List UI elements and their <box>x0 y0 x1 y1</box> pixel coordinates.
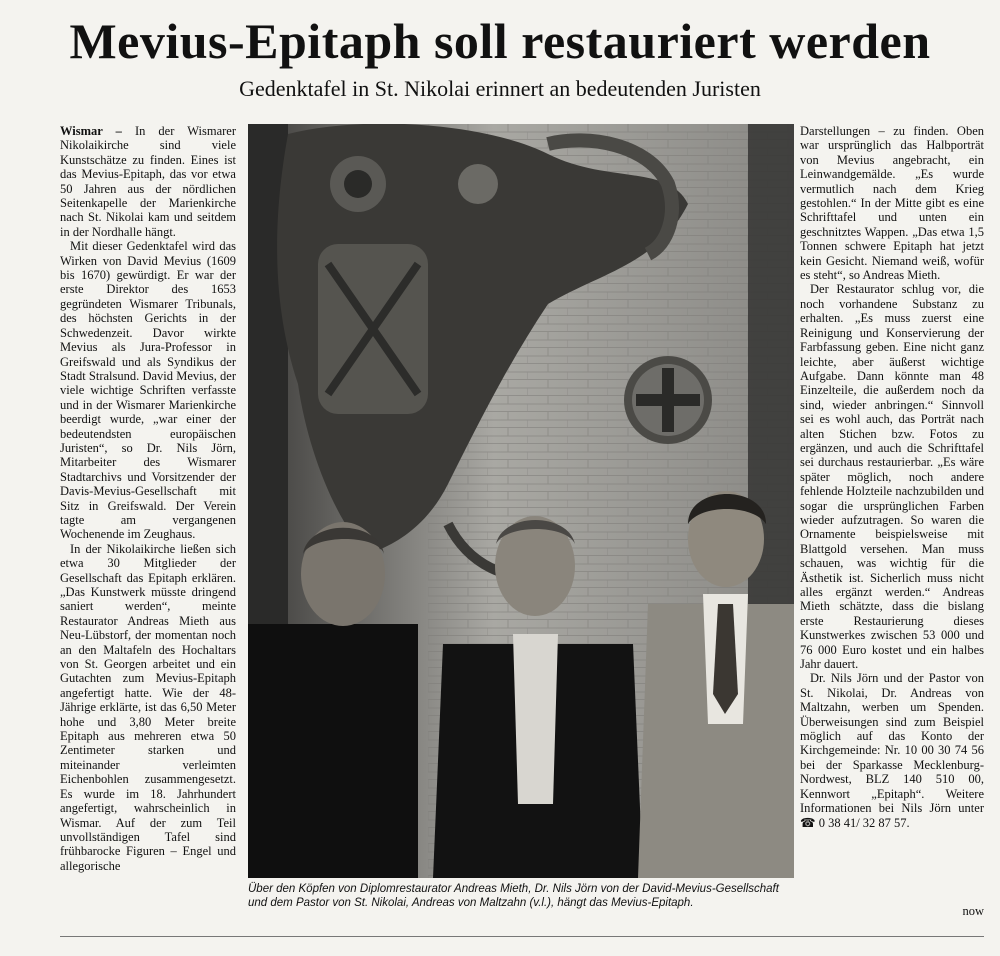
right-paragraph: Der Restaurator schlug vor, die noch vorhandene Substanz zu erhalten. „Es muss zuerst eine Reinigung und Konservierung der Farbfassung geben. Eine nicht ganz leichte, aber äußerst wichtige Aufgabe. Dann könnte man 48 Einzelteile, die außerdem noch da sind, wieder anbringen.“ Sinnvoll sei es wohl auch, das Porträt nach alten Stichen bzw. Fotos zu ergänzen, und auch die Schrifttafel sei durchaus restaurierbar. „Es wäre später möglich, noch andere fehlende Holzteile nachzubilden und sogar die ursprünglichen Farben wieder aufzutragen. So waren die Ornamente beispielsweise mit Blattgold versehen. Man muss schauen, was wichtig für die Ästhetik ist. Sicherlich muss nicht alles ergänzt werden.“ Andreas Mieth schätzte, dass die bislang erste Restaurierung dieses Kunstwerkes zwischen 53 000 und 76 000 Euro kostet und ein halbes Jahr dauert. <box>800 282 984 672</box>
photo <box>248 124 794 878</box>
left-paragraph: Mit dieser Gedenktafel wird das Wirken von David Mevius (1609 bis 1670) gewürdigt. Er war der erste Direktor des 1653 gegründeten Wismarer Tribunals, des höchsten Gerichts in der Schwedenzeit. Davor wirkte Mevius als Jura-Professor in Greifswald und als Syndikus der Stadt Stralsund. David Mevius, der viele wichtige Schriften verfasste und in der Wismarer Marienkirche beerdigt wurde, „war einer der bedeutendsten europäischen Juristen“, so Dr. Nils Jörn, Mitarbeiter des Wismarer Stadtarchivs und Vorsitzender der Davis-Mevius-Gesellschaft mit Sitz in Greifswald. Der Verein tagte am vergangenen Wochenende im Zeughaus. <box>60 239 236 542</box>
left-paragraph <box>60 124 236 239</box>
photo-caption: Über den Köpfen von Diplomrestaurator Andreas Mieth, Dr. Nils Jörn von der David-Mevius-Gesellschaft und dem Pastor von St. Nikolai, Andreas von Maltzahn (v.l.), hängt das Mevius-Epitaph. <box>248 883 779 909</box>
cross-plaque <box>624 356 712 444</box>
right-paragraph: Dr. Nils Jörn und der Pastor von St. Nikolai, Dr. Andreas von Maltzahn, werben um Spenden. Überweisungen sind zum Beispiel möglich auf das Konto der Kirchgemeinde: Nr. 10 00 30 74 56 bei der Sparkasse Mecklenburg-Nordwest, BLZ 140 510 00, Kennwort „Epitaph“. Weitere Informationen bei Nils Jörn unter ☎ 0 38 41/ 32 87 57. <box>800 671 984 830</box>
dateline: Wismar – <box>60 124 122 138</box>
footer-rule <box>60 936 984 937</box>
subheadline: Gedenktafel in St. Nikolai erinnert an bedeutenden Juristen <box>239 76 761 101</box>
right-paragraph: Darstellungen – zu finden. Oben war ursprünglich das Halbporträt von Mevius angebracht, ein Leinwandgemälde. „Es wurde vermutlich nach dem Krieg gestohlen.“ In der Mitte gibt es eine Schrifttafel und unten ein geschnitztes Wappen. „Das etwa 1,5 Tonnen schwere Epitaph hat jetzt kein Gesicht. Niemand weiß, wofür es steht“, so Andreas Mieth. <box>800 124 984 283</box>
photo-illustration <box>248 124 794 878</box>
headline: Mevius-Epitaph soll restauriert werden <box>69 13 931 69</box>
author-signature: now <box>962 904 984 918</box>
left-paragraph-text: In der Wismarer Nikolaikirche sind viele Kunstschätze zu finden. Eines ist das Mevius-Epitaph, das vor etwa 50 Jahren aus der nördlichen Seitenkapelle der Marienkirche nach St. Nikolai kam und seitdem in der Nordhalle hängt. <box>60 124 236 239</box>
left-column <box>60 124 236 873</box>
left-paragraph: In der Nikolaikirche ließen sich etwa 30 Mitglieder der Gesellschaft das Epitaph erklären. „Das Kunstwerk müsste dringend saniert werden“, meinte Restaurator Andreas Mieth aus Neu-Lübstorf, der momentan noch an den Maltafeln des Hochaltars von St. Georgen arbeitet und ein Gutachten zum Mevius-Epitaph angefertigt hatte. Wie der 48-Jährige erklärte, ist das 6,50 Meter hohe und 3,80 Meter breite Epitaph aus mehreren etwa 50 Zentimeter starken und miteinander verleimten Eichenbohlen zusammengesetzt. Es wurde im 18. Jahrhundert angefertigt, wahrscheinlich in Wismar. Auf der zum Teil unvollständigen Tafel sind frühbarocke Figuren – Engel und allegorische <box>60 541 236 873</box>
right-column <box>800 124 984 830</box>
